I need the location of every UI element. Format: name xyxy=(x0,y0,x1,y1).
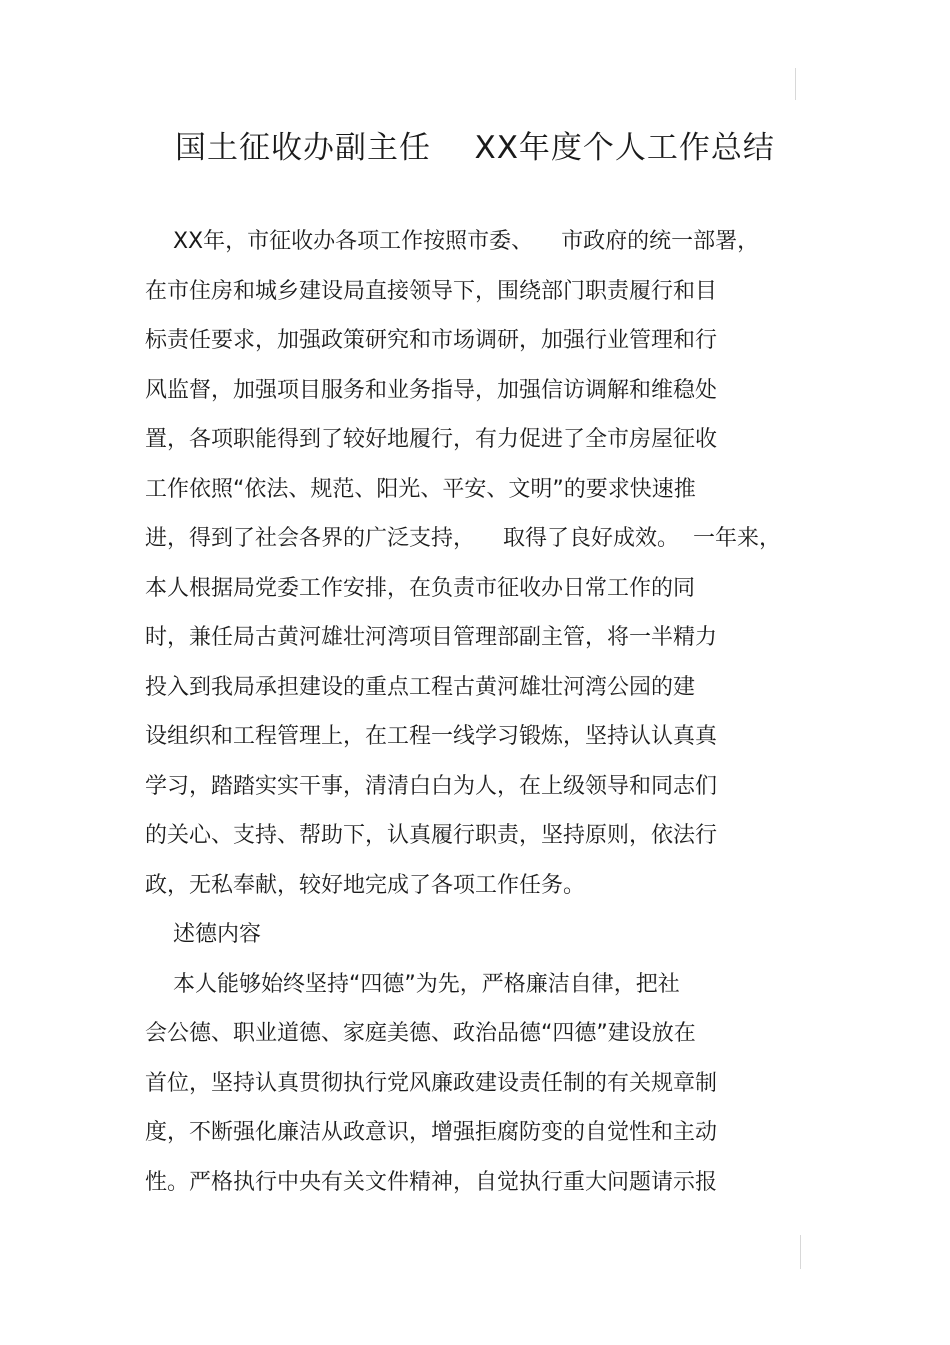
body-line: 本人能够始终坚持“四德”为先，严格廉洁自律，把社 xyxy=(145,971,680,997)
body-line: 设组织和工程管理上，在工程一线学习锻炼，坚持认认真真 xyxy=(145,724,718,749)
body-line: 学习，踏踏实实干事，清清白白为人，在上级领导和同志们 xyxy=(145,773,718,799)
body-line: 度，不断强化廉洁从政意识，增强拒腐防变的自觉性和主动 xyxy=(145,1120,718,1145)
body-line: 本人根据局党委工作安排，在负责市征收办日常工作的同 xyxy=(145,575,696,601)
document-title: 国土征收办副主任 XX年度个人工作总结 xyxy=(175,130,775,166)
body-line: 政，无私奉献，较好地完成了各项工作任务。 xyxy=(145,872,586,898)
body-line: 工作依照“依法、规范、阳光、平安、文明”的要求快速推 xyxy=(145,476,696,502)
margin-mark-top xyxy=(795,68,796,100)
body-line: XX年，市征收办各项工作按照市委、 市政府的统一部署， xyxy=(145,229,760,254)
body-line: 在市住房和城乡建设局直接领导下，围绕部门职责履行和目 xyxy=(145,278,718,304)
body-line: 置，各项职能得到了较好地履行，有力促进了全市房屋征收 xyxy=(145,427,718,452)
body-line: 首位，坚持认真贯彻执行党风廉政建设责任制的有关规章制 xyxy=(145,1070,718,1096)
body-line: 标责任要求，加强政策研究和市场调研，加强行业管理和行 xyxy=(145,328,718,353)
body-line: 风监督，加强项目服务和业务指导，加强信访调解和维稳处 xyxy=(145,377,718,403)
body-line: 的关心、支持、帮助下，认真履行职责，坚持原则，依法行 xyxy=(145,823,718,848)
section-heading: 述德内容 xyxy=(145,922,261,947)
body-line: 性。严格执行中央有关文件精神，自觉执行重大问题请示报 xyxy=(145,1169,718,1195)
body-line: 进，得到了社会各界的广泛支持， 取得了良好成效。 一年来， xyxy=(145,526,781,551)
document-body xyxy=(145,220,805,1210)
body-line: 会公德、职业道德、家庭美德、政治品德“四德”建设放在 xyxy=(145,1021,696,1046)
body-line: 时，兼任局古黄河雄壮河湾项目管理部副主管，将一半精力 xyxy=(145,625,718,650)
margin-mark-bottom xyxy=(800,1235,801,1269)
body-line: 投入到我局承担建设的重点工程古黄河雄壮河湾公园的建 xyxy=(145,674,696,700)
